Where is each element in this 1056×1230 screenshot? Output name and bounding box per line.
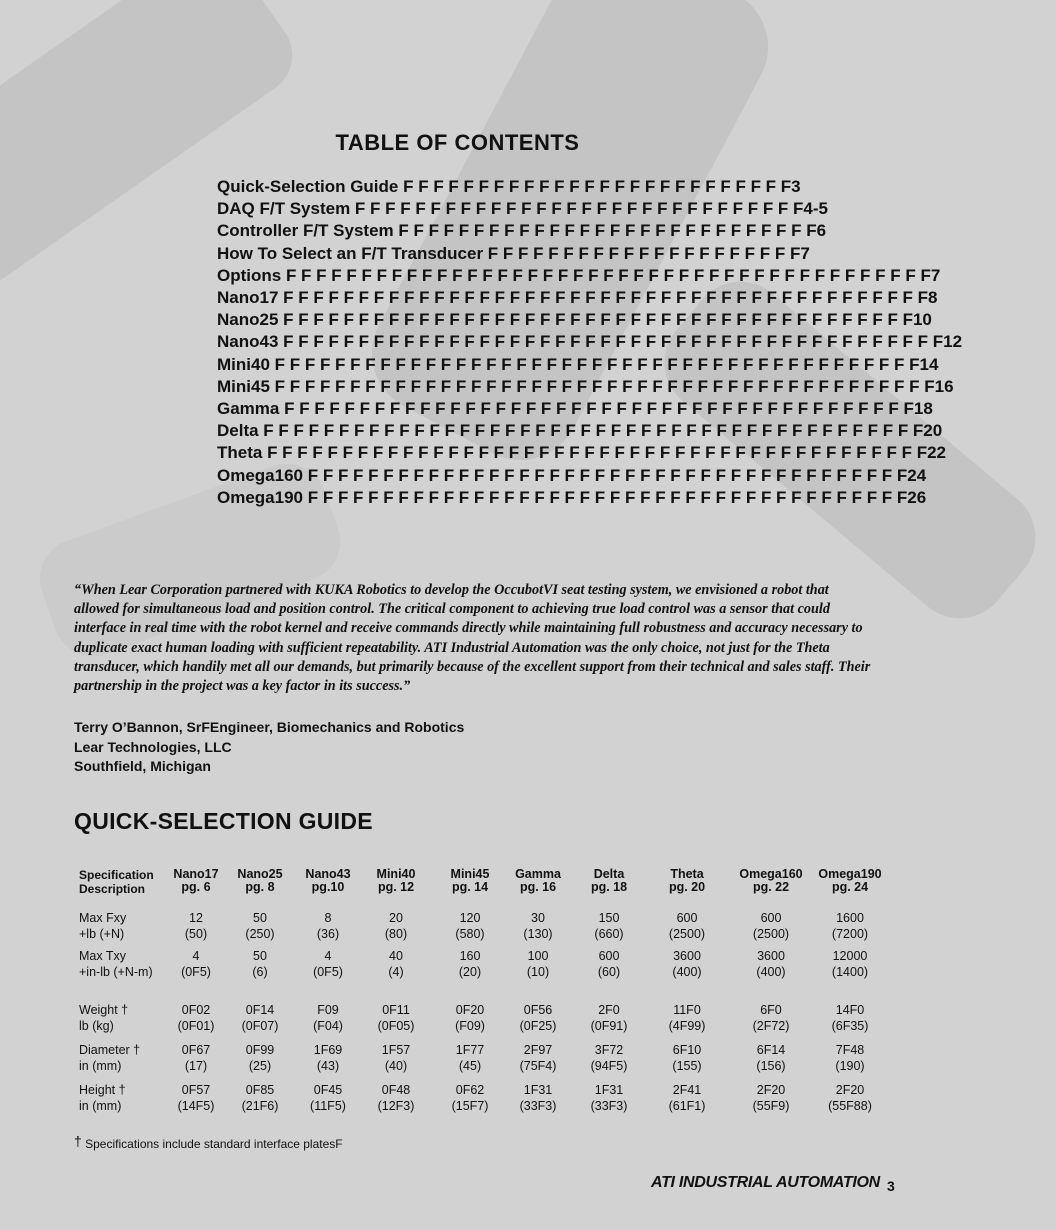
row-label-line: lb (kg) [79,1019,114,1033]
toc-list [217,176,963,509]
toc-entry-label: How To Select an F/T Transducer [217,243,484,263]
row-label-line: Diameter † [79,1043,141,1057]
toc-entry-page: F3 [780,177,801,196]
table-row [79,1082,909,1116]
row-label [79,1082,126,1114]
row-label [79,910,126,942]
toc-entry[interactable] [217,398,933,420]
cell-imperial-value: 0F67 [181,1043,211,1057]
cell-metric-value: (61F1) [668,1099,706,1113]
cell-imperial-value: 12 [189,911,203,925]
page-number: 3 [887,1178,895,1194]
cell-metric-value: (6) [252,965,268,979]
cell-metric-value: (12F3) [377,1099,415,1113]
toc-entry-leader: F F F F F F F F F F F F F F F F F F F F F F F F F [398,177,781,196]
cell-metric-value: (36) [316,927,340,941]
table-cell [726,1042,816,1074]
cell-imperial-value: 0F20 [455,1003,485,1017]
cell-imperial-value: 30 [531,911,545,925]
table-cell [564,910,654,942]
toc-entry-page: F7 [789,243,810,263]
spec-column-header[interactable] [356,868,436,894]
toc-entry-leader: F F F F F F F F F F F F F F F F F F F F F F F F F F F F F F F F F F F F F F F [303,487,897,507]
footer-brand: ATI INDUSTRIAL AUTOMATION [651,1174,880,1191]
toc-entry-leader: F F F F F F F F F F F F F F F F F F F F F F F F F F F F F F F F F F F F F F F F F F F [278,332,933,352]
cell-metric-value: (580) [455,927,485,941]
cell-imperial-value: 8 [324,911,332,925]
cell-metric-value: (155) [672,1059,702,1073]
footnote [74,1133,343,1151]
row-label-line: in (mm) [79,1059,122,1073]
cell-metric-value: (0F25) [519,1019,557,1033]
table-cell [726,1002,816,1034]
toc-entry[interactable] [217,331,963,353]
cell-metric-value: (4F99) [668,1019,706,1033]
cell-metric-value: (45) [458,1059,482,1073]
cell-metric-value: (21F6) [241,1099,279,1113]
toc-entry-label: Mini40 [217,354,270,374]
cell-metric-value: (0F5) [313,965,343,979]
row-label-line: in (mm) [79,1099,122,1113]
cell-imperial-value: 11F0 [673,1003,701,1017]
toc-entry-page: F6 [806,221,827,241]
table-cell [642,1002,732,1034]
cell-metric-value: (25) [248,1059,272,1073]
cell-imperial-value: 3600 [757,949,785,963]
author-company: Lear Technologies, LLC [74,738,232,755]
cell-imperial-value: 1F57 [381,1043,411,1057]
cell-imperial-value: 0F02 [181,1003,211,1017]
row-label-line: Height † [79,1083,126,1097]
table-cell [805,1002,895,1034]
toc-entry[interactable] [217,243,927,265]
table-row [79,910,909,944]
column-page-ref: pg. 14 [451,880,489,894]
toc-entry-page: F16 [924,376,954,396]
toc-entry[interactable] [217,487,927,509]
cell-metric-value: (17) [184,1059,208,1073]
table-cell [564,948,654,980]
cell-imperial-value: 2F97 [523,1043,553,1057]
column-page-ref: pg. 20 [668,880,706,894]
cell-metric-value: (0F07) [241,1019,279,1033]
toc-entry-page: F20 [912,421,943,441]
toc-entry-leader: F F F F F F F F F F F F F F F F F F F F [483,243,790,263]
author-location: Southfield, Michigan [74,758,211,774]
cell-metric-value: (F04) [313,1019,343,1033]
toc-entry[interactable] [217,354,939,376]
cell-metric-value: (33F3) [590,1099,628,1113]
toc-entry-page: F18 [903,399,933,419]
spec-column-header[interactable] [647,868,727,894]
testimonial-author [74,718,774,777]
column-model-name: Nano17 [173,867,219,881]
cell-imperial-value: 0F14 [245,1003,275,1017]
cell-imperial-value: 1F31 [523,1083,553,1097]
row-label-line: +lb (+N) [79,927,125,941]
cell-metric-value: (15F7) [451,1099,489,1113]
cell-imperial-value: 6F0 [760,1003,782,1017]
guide-title: QUICK-SELECTION GUIDE [74,808,373,834]
column-page-ref: pg. 18 [590,880,628,894]
cell-metric-value: (250) [245,927,275,941]
toc-entry-page: F24 [896,465,927,485]
table-cell [805,910,895,942]
table-row [79,1002,909,1036]
column-page-ref: pg. 16 [519,880,557,894]
cell-metric-value: (130) [523,927,553,941]
cell-imperial-value: 12000 [832,949,868,963]
table-cell [642,1042,732,1074]
spec-header-line: Specification [79,868,154,882]
cell-metric-value: (6F35) [831,1019,869,1033]
cell-imperial-value: 0F85 [245,1083,275,1097]
table-cell [564,1082,654,1114]
cell-metric-value: (156) [756,1059,786,1073]
cell-metric-value: (400) [672,965,702,979]
column-model-name: Omega160 [739,867,803,881]
spec-column-header[interactable] [810,868,890,894]
cell-imperial-value: 0F11 [382,1003,410,1017]
cell-imperial-value: 600 [676,911,698,925]
row-label-line: Weight † [79,1003,129,1017]
cell-metric-value: (33F3) [519,1099,557,1113]
footnote-dagger: † [74,1133,82,1149]
spec-header-line: Description [79,882,146,896]
toc-entry[interactable] [217,442,946,464]
column-model-name: Mini40 [376,867,416,881]
cell-metric-value: (80) [384,927,408,941]
cell-imperial-value: 600 [598,949,620,963]
footnote-text: Specifications include standard interface platesF [81,1137,343,1151]
row-label-line: Max Fxy [79,911,127,925]
cell-imperial-value: 3F72 [594,1043,624,1057]
column-model-name: Omega190 [818,867,882,881]
cell-imperial-value: 160 [459,949,481,963]
toc-entry-label: Theta [217,443,263,463]
row-label-line: +in-lb (+N-m) [79,965,153,979]
toc-entry-leader: F F F F F F F F F F F F F F F F F F F F F F F F F F F F F [350,199,794,219]
toc-entry[interactable] [217,309,932,331]
toc-entry[interactable] [217,265,941,287]
toc-entry-leader: F F F F F F F F F F F F F F F F F F F F F F F F F F F F F F F F F F F F F F F F F F [278,288,918,308]
toc-entry-page: F7 [920,265,941,285]
table-cell [642,1082,732,1114]
toc-entry[interactable] [217,176,927,198]
table-cell [805,1082,895,1114]
cell-imperial-value: 14F0 [835,1003,865,1017]
column-page-ref: pg. 8 [245,880,275,894]
spec-column-header[interactable] [569,868,649,894]
toc-entry-leader: F F F F F F F F F F F F F F F F F F F F F F F F F F F F F F F F F F F F F F F [303,465,897,485]
cell-metric-value: (2F72) [752,1019,790,1033]
table-cell [726,948,816,980]
column-page-ref: pg. 24 [831,880,869,894]
toc-entry-leader: F F F F F F F F F F F F F F F F F F F F F F F F F F F [393,221,807,241]
cell-metric-value: (94F5) [590,1059,628,1073]
cell-metric-value: (20) [458,965,482,979]
spec-column-header[interactable] [731,868,811,894]
table-row [79,1042,909,1076]
cell-imperial-value: 0F48 [381,1083,411,1097]
toc-entry-label: DAQ F/T System [217,199,351,219]
toc-entry[interactable] [217,376,954,398]
toc-entry-label: Gamma [217,399,280,419]
table-cell [805,1042,895,1074]
column-page-ref: pg.10 [311,880,345,894]
toc-entry[interactable] [217,198,927,220]
table-cell [642,910,732,942]
author-name-title: Terry O’Bannon, SrFEngineer, Biomechanics and Robotics [74,719,465,735]
cell-imperial-value: 2F41 [672,1083,702,1097]
toc-entry-leader: F F F F F F F F F F F F F F F F F F F F F F F F F F F F F F F F F F F F F F F F F F [281,265,921,285]
cell-imperial-value: 2F0 [598,1003,620,1017]
cell-imperial-value: 120 [459,911,481,925]
toc-entry-leader: F F F F F F F F F F F F F F F F F F F F F F F F F F F F F F F F F F F F F F F F F F F [269,376,925,396]
toc-entry-label: Nano25 [217,310,279,330]
testimonial-quote: “When Lear Corporation partnered with KUKA Robotics to develop the OccubotVI seat testing system, we envisioned a robot that allowed for simultaneous load and position control. The critical component to achieving true load control was a sensor that could interface in real time with the robot kernel and receive commands directly while maintaining full robustness and accuracy necessary to duplicate exact human loading with sufficient repeatability. ATI Industrial Automation was the only choice, not just for the Theta transducer, which handily met all our demands, but primarily because of the excellent support from their technical and sales staff. Their partnership in the project was a key factor in its success.” [74,582,871,695]
toc-entry-label: Mini45 [217,376,270,396]
toc-entry[interactable] [217,420,943,442]
toc-title: TABLE OF CONTENTS [335,130,580,155]
cell-imperial-value: 3600 [673,949,701,963]
toc-entry-label: Quick-Selection Guide [217,177,399,196]
cell-imperial-value: F09 [317,1003,339,1017]
toc-entry-page: F14 [909,354,939,374]
cell-imperial-value: 100 [527,949,549,963]
spec-header-label [79,868,154,896]
cell-imperial-value: 150 [598,911,620,925]
cell-imperial-value: 1F77 [455,1043,485,1057]
cell-imperial-value: 0F57 [181,1083,211,1097]
row-label-line: Max Txy [79,949,126,963]
row-label [79,1002,128,1034]
cell-imperial-value: 50 [253,949,267,963]
column-page-ref: pg. 6 [181,880,211,894]
toc-entry[interactable] [217,287,938,309]
cell-metric-value: (660) [594,927,624,941]
cell-metric-value: (4) [388,965,404,979]
cell-metric-value: (2500) [668,927,706,941]
toc-entry-label: Omega190 [217,487,303,507]
column-model-name: Gamma [515,867,561,881]
cell-imperial-value: 7F48 [835,1043,865,1057]
toc-entry[interactable] [217,220,927,242]
cell-metric-value: (55F9) [752,1099,790,1113]
cell-imperial-value: 1F69 [313,1043,343,1057]
table-cell [805,948,895,980]
row-label [79,948,153,980]
cell-imperial-value: 40 [389,949,403,963]
row-label [79,1042,140,1074]
cell-metric-value: (75F4) [519,1059,557,1073]
cell-imperial-value: 2F20 [756,1083,786,1097]
cell-metric-value: (F09) [455,1019,485,1033]
cell-metric-value: (400) [756,965,786,979]
cell-imperial-value: 0F56 [523,1003,553,1017]
toc-entry-label: Delta [217,421,259,441]
cell-metric-value: (1400) [831,965,869,979]
cell-imperial-value: 20 [389,911,403,925]
cell-metric-value: (2500) [752,927,790,941]
cell-metric-value: (14F5) [177,1099,215,1113]
table-cell [726,1082,816,1114]
toc-entry-leader: F F F F F F F F F F F F F F F F F F F F F F F F F F F F F F F F F F F F F F F F F [279,399,904,419]
table-cell [564,1002,654,1034]
cell-metric-value: (7200) [831,927,869,941]
toc-entry-label: Nano43 [217,332,279,352]
table-cell [726,910,816,942]
cell-imperial-value: 0F62 [455,1083,485,1097]
toc-entry-label: Nano17 [217,288,279,308]
toc-entry-page: F22 [916,443,946,463]
cell-metric-value: (55F88) [828,1099,872,1113]
cell-imperial-value: 4 [324,949,332,963]
cell-metric-value: (11F5) [310,1099,346,1113]
toc-entry-leader: F F F F F F F F F F F F F F F F F F F F F F F F F F F F F F F F F F F F F F F F F F F [262,443,917,463]
toc-entry-page: F26 [896,487,927,507]
cell-metric-value: (190) [835,1059,865,1073]
cell-imperial-value: 1600 [836,911,864,925]
cell-metric-value: (60) [597,965,621,979]
toc-entry-leader: F F F F F F F F F F F F F F F F F F F F F F F F F F F F F F F F F F F F F F F F F F F [258,421,913,441]
toc-entry-label: Omega160 [217,465,303,485]
column-model-name: Nano25 [237,867,283,881]
table-row [79,948,909,982]
toc-entry-label: Controller F/T System [217,221,394,241]
toc-entry-leader: F F F F F F F F F F F F F F F F F F F F F F F F F F F F F F F F F F F F F F F F F F [269,354,910,374]
toc-entry[interactable] [217,465,927,487]
cell-imperial-value: 50 [253,911,267,925]
table-cell [642,948,732,980]
column-model-name: Mini45 [450,867,490,881]
cell-metric-value: (10) [526,965,550,979]
spec-column-header[interactable] [498,868,578,894]
cell-metric-value: (0F01) [177,1019,215,1033]
cell-imperial-value: 4 [192,949,200,963]
column-model-name: Delta [593,867,625,881]
column-model-name: Nano43 [305,867,351,881]
cell-imperial-value: 0F99 [245,1043,275,1057]
cell-metric-value: (50) [184,927,208,941]
cell-metric-value: (43) [316,1059,340,1073]
cell-imperial-value: 6F10 [672,1043,702,1057]
cell-imperial-value: 0F45 [313,1083,343,1097]
cell-metric-value: (0F05) [377,1019,415,1033]
toc-entry-page: F8 [917,288,938,308]
column-page-ref: pg. 22 [752,880,790,894]
cell-imperial-value: 2F20 [835,1083,865,1097]
toc-entry-page: F4-5 [793,199,829,219]
toc-entry-label: Options [217,265,282,285]
toc-entry-leader: F F F F F F F F F F F F F F F F F F F F F F F F F F F F F F F F F F F F F F F F F [278,310,903,330]
table-cell [564,1042,654,1074]
column-page-ref: pg. 12 [377,880,415,894]
column-model-name: Theta [670,867,704,881]
cell-imperial-value: 600 [760,911,782,925]
cell-metric-value: (40) [384,1059,408,1073]
spec-table-header [79,866,909,900]
toc-entry-page: F12 [932,332,963,352]
cell-metric-value: (0F5) [181,965,211,979]
toc-entry-page: F10 [902,310,932,330]
cell-metric-value: (0F91) [590,1019,628,1033]
cell-imperial-value: 6F14 [756,1043,786,1057]
cell-imperial-value: 1F31 [594,1083,624,1097]
